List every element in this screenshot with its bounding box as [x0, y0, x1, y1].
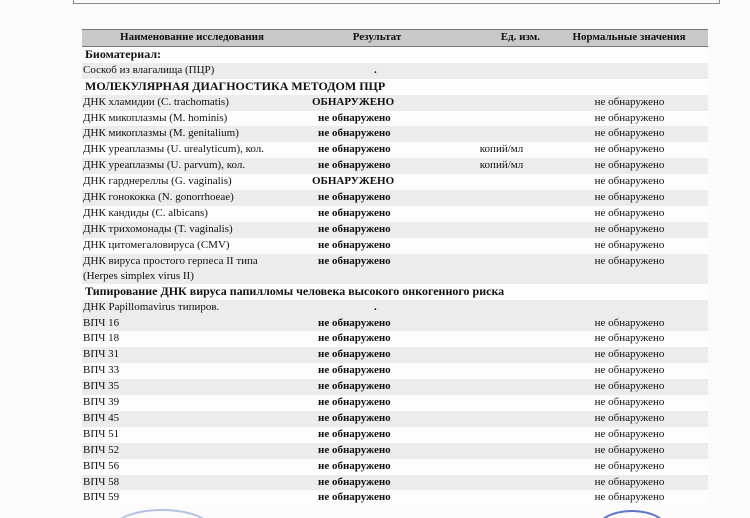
table-row	[82, 190, 708, 206]
test-unit	[452, 331, 550, 347]
test-name: ДНК цитомегаловируса (CMV)	[82, 238, 302, 254]
test-result: не обнаружено	[302, 347, 452, 363]
test-unit	[452, 475, 550, 491]
test-name: ВПЧ 33	[82, 363, 302, 379]
test-unit: копий/мл	[452, 158, 550, 174]
hpv-types-row	[82, 300, 708, 316]
hpv-results	[82, 316, 708, 507]
table-row	[82, 459, 708, 475]
test-norm: не обнаружено	[550, 174, 708, 190]
table-row	[82, 238, 708, 254]
results-table	[82, 29, 708, 506]
table-row	[82, 443, 708, 459]
biomaterial-row	[82, 63, 708, 79]
test-result: не обнаружено	[302, 316, 452, 332]
test-name: ДНК микоплазмы (M. genitalium)	[82, 126, 302, 142]
test-result: не обнаружено	[302, 363, 452, 379]
test-result: не обнаружено	[302, 459, 452, 475]
test-norm: не обнаружено	[550, 427, 708, 443]
table-row	[82, 142, 708, 158]
test-unit	[452, 347, 550, 363]
biomaterial-value: .	[302, 63, 452, 79]
test-norm: не обнаружено	[550, 490, 708, 506]
test-name: ДНК гонококка (N. gonorrhoeae)	[82, 190, 302, 206]
test-norm: не обнаружено	[550, 316, 708, 332]
test-name: ВПЧ 35	[82, 379, 302, 395]
table-row	[82, 126, 708, 142]
test-norm: не обнаружено	[550, 126, 708, 142]
table-row	[82, 158, 708, 174]
test-unit	[452, 411, 550, 427]
test-norm: не обнаружено	[550, 190, 708, 206]
test-unit: копий/мл	[452, 142, 550, 158]
test-result: не обнаружено	[302, 427, 452, 443]
table-header-row	[82, 30, 708, 47]
test-name: ВПЧ 58	[82, 475, 302, 491]
test-name: ВПЧ 18	[82, 331, 302, 347]
table-row	[82, 254, 708, 284]
test-norm: не обнаружено	[550, 379, 708, 395]
test-norm: не обнаружено	[550, 158, 708, 174]
test-norm: не обнаружено	[550, 111, 708, 127]
test-norm: не обнаружено	[550, 459, 708, 475]
test-name: ДНК хламидии (C. trachomatis)	[82, 95, 302, 111]
test-unit	[452, 443, 550, 459]
test-result: не обнаружено	[302, 206, 452, 222]
test-result: не обнаружено	[302, 475, 452, 491]
header-result: Результат	[302, 30, 452, 47]
previous-section-box	[73, 0, 720, 4]
stamp-right	[594, 510, 670, 518]
test-name-line: ДНК вируса простого герпеса II типа	[83, 254, 258, 267]
test-name: ДНК кандиды (C. albicans)	[82, 206, 302, 222]
table-row	[82, 347, 708, 363]
test-result: ОБНАРУЖЕНО	[302, 174, 452, 190]
test-unit	[452, 316, 550, 332]
table-row	[82, 316, 708, 332]
test-norm: не обнаружено	[550, 95, 708, 111]
test-norm: не обнаружено	[550, 222, 708, 238]
header-name: Наименование исследования	[82, 30, 302, 47]
test-name: ВПЧ 45	[82, 411, 302, 427]
test-norm: не обнаружено	[550, 475, 708, 491]
test-norm: не обнаружено	[550, 238, 708, 254]
table-row	[82, 395, 708, 411]
test-unit	[452, 395, 550, 411]
test-unit	[452, 190, 550, 206]
section-pcr	[82, 79, 708, 95]
table-row	[82, 111, 708, 127]
table-row	[82, 174, 708, 190]
table-row	[82, 206, 708, 222]
test-name: ВПЧ 39	[82, 395, 302, 411]
table-row	[82, 379, 708, 395]
test-unit	[452, 238, 550, 254]
test-result: ОБНАРУЖЕНО	[302, 95, 452, 111]
test-result: не обнаружено	[302, 395, 452, 411]
test-result: не обнаружено	[302, 158, 452, 174]
test-unit	[452, 254, 550, 284]
header-unit: Ед. изм.	[452, 30, 550, 47]
test-name: ДНК микоплазмы (M. hominis)	[82, 111, 302, 127]
test-name: ДНК гарднереллы (G. vaginalis)	[82, 174, 302, 190]
test-name	[82, 254, 302, 284]
test-unit	[452, 490, 550, 506]
test-unit	[452, 459, 550, 475]
test-result: не обнаружено	[302, 443, 452, 459]
test-norm: не обнаружено	[550, 142, 708, 158]
test-unit	[452, 174, 550, 190]
table-row	[82, 331, 708, 347]
test-result: не обнаружено	[302, 126, 452, 142]
test-result: не обнаружено	[302, 142, 452, 158]
section-title: Типирование ДНК вируса папилломы человека высокого онкогенного риска	[82, 284, 708, 300]
test-unit	[452, 206, 550, 222]
test-unit	[452, 222, 550, 238]
header-norm: Нормальные значения	[550, 30, 708, 47]
test-unit	[452, 379, 550, 395]
test-norm: не обнаружено	[550, 331, 708, 347]
stamp-left	[110, 509, 214, 518]
test-name-line: (Herpes simplex virus II)	[83, 269, 194, 282]
test-result: не обнаружено	[302, 411, 452, 427]
table-row	[82, 490, 708, 506]
test-norm: не обнаружено	[550, 254, 708, 284]
section-hpv	[82, 284, 708, 300]
test-result: не обнаружено	[302, 331, 452, 347]
test-name: ВПЧ 56	[82, 459, 302, 475]
test-name: ВПЧ 52	[82, 443, 302, 459]
hpv-types-value: .	[302, 300, 452, 316]
table-row	[82, 475, 708, 491]
table-row	[82, 95, 708, 111]
test-name: ВПЧ 51	[82, 427, 302, 443]
test-norm: не обнаружено	[550, 395, 708, 411]
hpv-types-label: ДНК Papillomavirus типиров.	[82, 300, 302, 316]
table-row	[82, 222, 708, 238]
test-norm: не обнаружено	[550, 411, 708, 427]
test-norm: не обнаружено	[550, 363, 708, 379]
test-result: не обнаружено	[302, 490, 452, 506]
table-row	[82, 411, 708, 427]
test-unit	[452, 363, 550, 379]
test-name: ДНК трихомонады (T. vaginalis)	[82, 222, 302, 238]
test-result: не обнаружено	[302, 111, 452, 127]
test-result: не обнаружено	[302, 379, 452, 395]
section-title: Биоматериал:	[82, 46, 708, 62]
test-result: не обнаружено	[302, 222, 452, 238]
test-name: ВПЧ 16	[82, 316, 302, 332]
test-name: ДНК уреаплазмы (U. urealyticum), кол.	[82, 142, 302, 158]
section-title: МОЛЕКУЛЯРНАЯ ДИАГНОСТИКА МЕТОДОМ ПЦР	[82, 79, 708, 95]
test-result: не обнаружено	[302, 238, 452, 254]
biomaterial-name: Соскоб из влагалища (ПЦР)	[82, 63, 302, 79]
section-biomaterial	[82, 46, 708, 62]
test-norm: не обнаружено	[550, 347, 708, 363]
test-unit	[452, 95, 550, 111]
test-unit	[452, 111, 550, 127]
test-unit	[452, 126, 550, 142]
test-name: ВПЧ 59	[82, 490, 302, 506]
table-row	[82, 363, 708, 379]
test-result: не обнаружено	[302, 254, 452, 284]
test-norm: не обнаружено	[550, 443, 708, 459]
pcr-results	[82, 95, 708, 284]
test-result: не обнаружено	[302, 190, 452, 206]
table-row	[82, 427, 708, 443]
test-unit	[452, 427, 550, 443]
test-norm: не обнаружено	[550, 206, 708, 222]
test-name: ДНК уреаплазмы (U. parvum), кол.	[82, 158, 302, 174]
test-name: ВПЧ 31	[82, 347, 302, 363]
